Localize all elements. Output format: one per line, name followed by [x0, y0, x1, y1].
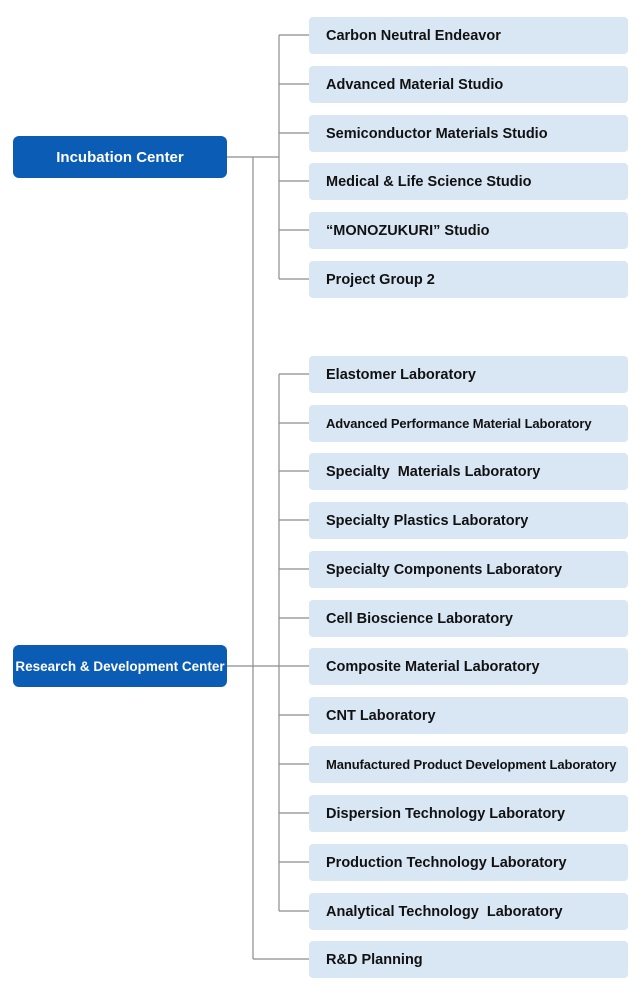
incubation-item: Project Group 2 — [309, 261, 628, 298]
incubation-center-box: Incubation Center — [13, 136, 227, 178]
rnd-item: Cell Bioscience Laboratory — [309, 600, 628, 637]
rnd-item: Manufactured Product Development Laboratory — [309, 746, 628, 783]
rnd-item: Specialty Materials Laboratory — [309, 453, 628, 490]
incubation-item: Semiconductor Materials Studio — [309, 115, 628, 152]
incubation-item: Carbon Neutral Endeavor — [309, 17, 628, 54]
rd-planning-box: R&D Planning — [309, 941, 628, 978]
rnd-item: Analytical Technology Laboratory — [309, 893, 628, 930]
rnd-item: Dispersion Technology Laboratory — [309, 795, 628, 832]
rnd-item: Advanced Performance Material Laboratory — [309, 405, 628, 442]
rnd-item: Specialty Components Laboratory — [309, 551, 628, 588]
rnd-item: Composite Material Laboratory — [309, 648, 628, 685]
rnd-item: Elastomer Laboratory — [309, 356, 628, 393]
rnd-item: Specialty Plastics Laboratory — [309, 502, 628, 539]
incubation-item: Advanced Material Studio — [309, 66, 628, 103]
rnd-center-box: Research & Development Center — [13, 645, 227, 687]
rnd-item: Production Technology Laboratory — [309, 844, 628, 881]
incubation-item: Medical & Life Science Studio — [309, 163, 628, 200]
rnd-item: CNT Laboratory — [309, 697, 628, 734]
incubation-item: “MONOZUKURI” Studio — [309, 212, 628, 249]
